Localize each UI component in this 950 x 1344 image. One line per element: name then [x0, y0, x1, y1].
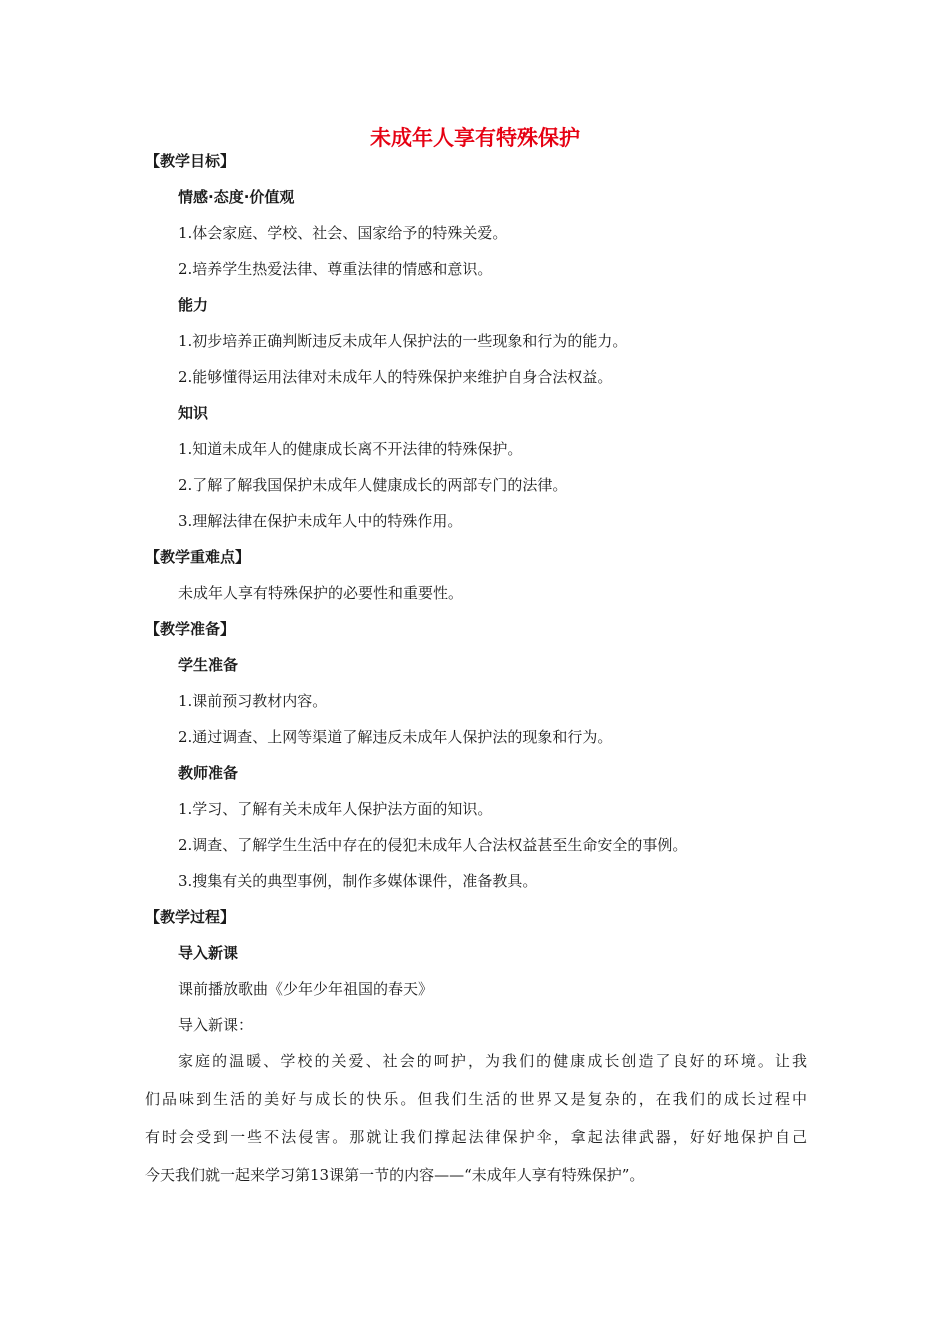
- subheading-ability: 能力: [178, 296, 209, 314]
- subheading-knowledge: 知识: [178, 404, 209, 422]
- subheading-emotion: 情感·态度·价值观: [178, 188, 295, 206]
- list-item: 2.了解了解我国保护未成年人健康成长的两部专门的法律。: [178, 476, 568, 494]
- list-item: 1.课前预习教材内容。: [178, 692, 328, 710]
- song-line: 课前播放歌曲《少年少年祖国的春天》: [178, 980, 434, 998]
- list-item: 2.通过调查、上网等渠道了解违反未成年人保护法的现象和行为。: [178, 728, 613, 746]
- subheading-intro: 导入新课: [178, 944, 239, 962]
- section-heading-process: 【教学过程】: [145, 908, 236, 926]
- list-item: 2.能够懂得运用法律对未成年人的特殊保护来维护自身合法权益。: [178, 368, 613, 386]
- list-item: 3.搜集有关的典型事例，制作多媒体课件，准备教具。: [178, 872, 538, 890]
- section-heading-key-points: 【教学重难点】: [145, 548, 251, 566]
- subheading-student-prep: 学生准备: [178, 656, 239, 674]
- document-title: 未成年人享有特殊保护: [370, 126, 580, 150]
- paragraph-line: 家庭的温暖、学校的关爱、社会的呵护，为我们的健康成长创造了良好的环境。让我: [178, 1052, 807, 1070]
- list-item: 2.调查、了解学生生活中存在的侵犯未成年人合法权益甚至生命安全的事例。: [178, 836, 688, 854]
- list-item: 1.知道未成年人的健康成长离不开法律的特殊保护。: [178, 440, 523, 458]
- paragraph-line: 今天我们就一起来学习第13课第一节的内容——“未成年人享有特殊保护”。: [145, 1166, 645, 1184]
- list-item: 1.体会家庭、学校、社会、国家给予的特殊关爱。: [178, 224, 508, 242]
- intro-label: 导入新课：: [178, 1016, 254, 1034]
- key-points-text: 未成年人享有特殊保护的必要性和重要性。: [178, 584, 464, 602]
- section-heading-objectives: 【教学目标】: [145, 152, 236, 170]
- section-heading-preparation: 【教学准备】: [145, 620, 236, 638]
- list-item: 3.理解法律在保护未成年人中的特殊作用。: [178, 512, 463, 530]
- list-item: 1.学习、了解有关未成年人保护法方面的知识。: [178, 800, 493, 818]
- list-item: 2.培养学生热爱法律、尊重法律的情感和意识。: [178, 260, 493, 278]
- paragraph-line: 有时会受到一些不法侵害。那就让我们撑起法律保护伞，拿起法律武器，好好地保护自己: [145, 1128, 807, 1146]
- subheading-teacher-prep: 教师准备: [178, 764, 239, 782]
- paragraph-line: 们品味到生活的美好与成长的快乐。但我们生活的世界又是复杂的，在我们的成长过程中: [145, 1090, 807, 1108]
- list-item: 1.初步培养正确判断违反未成年人保护法的一些现象和行为的能力。: [178, 332, 628, 350]
